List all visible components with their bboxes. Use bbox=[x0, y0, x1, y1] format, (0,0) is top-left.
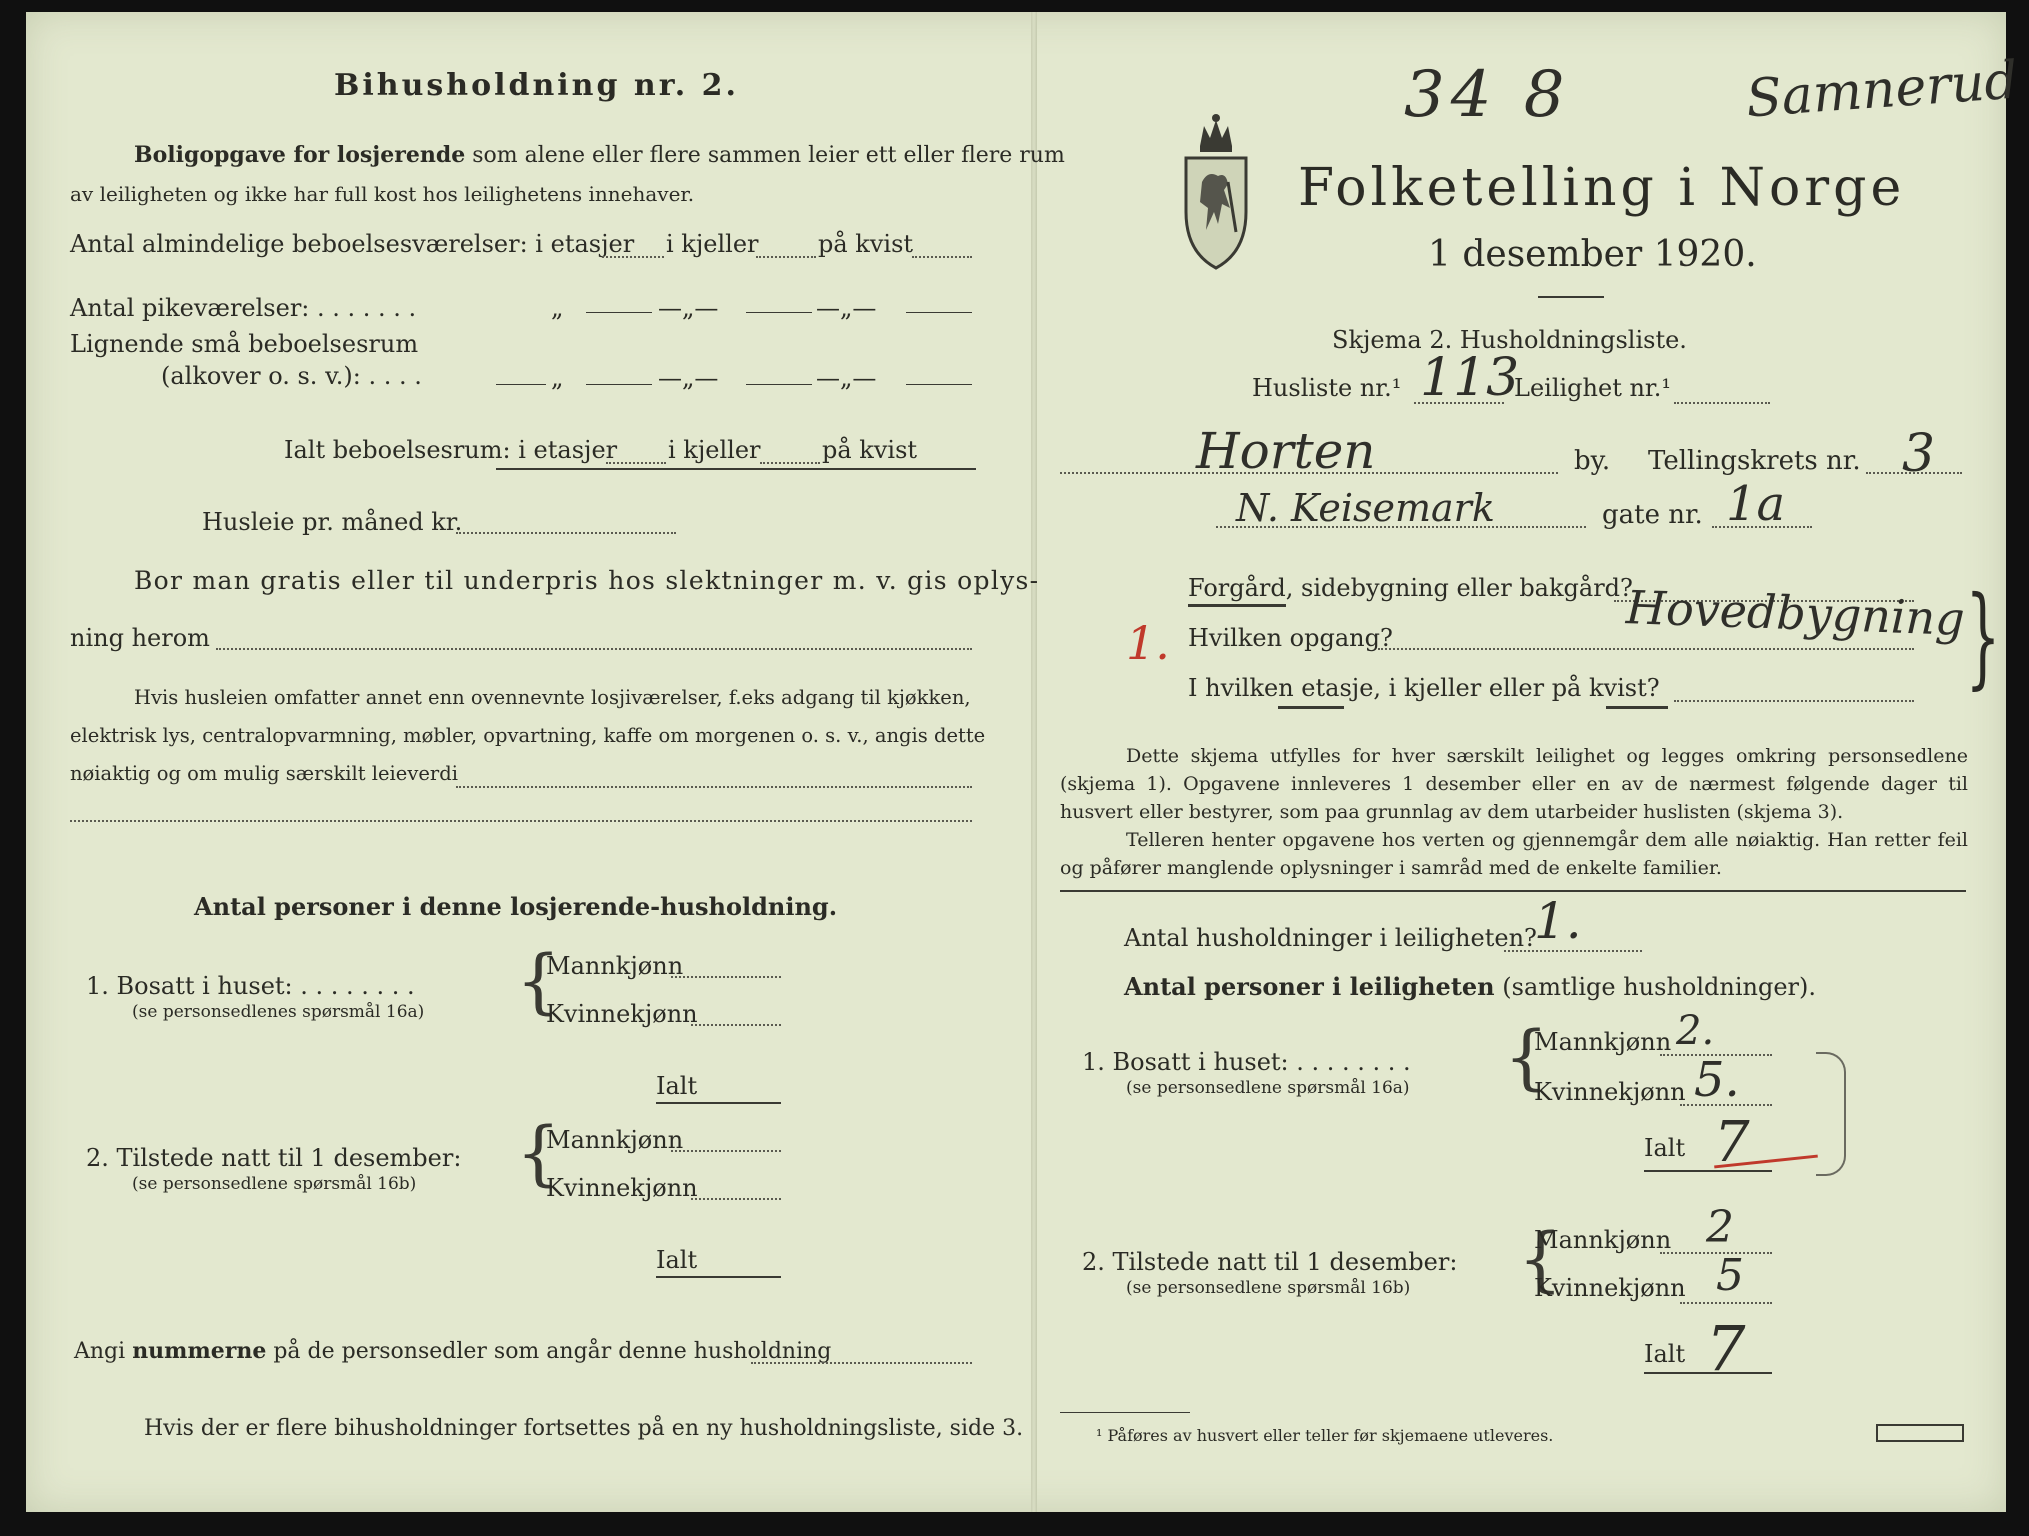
hvis-line1: Hvis husleien omfatter annet enn ovennevnte losjiværelser, f.eks adgang til kjøkken, bbox=[134, 686, 971, 709]
opgang-field[interactable] bbox=[1378, 648, 1914, 650]
right-q2-mann: Mannkjønn bbox=[1534, 1226, 1672, 1254]
right-q1-kvinne-value[interactable]: 5. bbox=[1694, 1052, 1740, 1108]
angi-pre: Angi bbox=[74, 1339, 126, 1364]
left-q2-ialt-rule bbox=[656, 1276, 781, 1278]
etasje-question: I hvilken etasje, i kjeller eller på kvist? bbox=[1188, 674, 1660, 702]
hand-top-name: Samnerud bbox=[1744, 50, 2020, 130]
lignende-dash-1: —„— bbox=[658, 364, 719, 392]
pike-quote: „ bbox=[551, 294, 564, 322]
left-q1-mann: Mannkjønn bbox=[546, 952, 684, 980]
lignende-field-0[interactable] bbox=[496, 384, 546, 385]
husliste-value[interactable]: 113 bbox=[1420, 348, 1520, 408]
rooms-label: Antal almindelige beboelsesværelser: i etasjer bbox=[70, 230, 635, 258]
right-q1-brace: { bbox=[1504, 1016, 1549, 1098]
left-q1-kvinne-field[interactable] bbox=[691, 1024, 781, 1026]
right-q1-label: 1. Bosatt i huset: . . . . . . . . bbox=[1082, 1048, 1411, 1076]
right-q2-sub: (se personsedlene spørsmål 16b) bbox=[1126, 1278, 1411, 1298]
bor-field[interactable] bbox=[216, 648, 972, 650]
lignende-quote: „ bbox=[551, 364, 564, 392]
right-q2-brace: { bbox=[1518, 1218, 1563, 1300]
right-q1-ialt-value[interactable]: 7 bbox=[1714, 1110, 1750, 1175]
rooms-kjeller-field[interactable] bbox=[756, 256, 816, 258]
ialt-kvist-label: på kvist bbox=[822, 436, 918, 464]
leilighet-field[interactable] bbox=[1674, 402, 1770, 404]
left-q2-brace: { bbox=[516, 1112, 561, 1194]
angi-rest: på de personsedler som angår denne husholdning bbox=[273, 1339, 832, 1364]
left-q1-sub: (se personsedlenes spørsmål 16a) bbox=[132, 1002, 425, 1022]
pike-dash-1: —„— bbox=[658, 294, 719, 322]
left-q2-mann: Mannkjønn bbox=[546, 1126, 684, 1154]
right-q2-label: 2. Tilstede natt til 1 desember: bbox=[1082, 1248, 1458, 1276]
pike-label: Antal pikeværelser: . . . . . . . bbox=[70, 294, 417, 322]
left-q1-mann-field[interactable] bbox=[671, 976, 781, 978]
right-q1-mann: Mannkjønn bbox=[1534, 1028, 1672, 1056]
intro-rest: som alene eller flere sammen leier ett eller flere rum bbox=[472, 143, 1065, 168]
left-q2-ialt: Ialt bbox=[656, 1246, 698, 1274]
left-intro-line2: av leiligheten og ikke har full kost hos leilighetens innehaver. bbox=[70, 182, 695, 206]
etasje-underline bbox=[1278, 706, 1344, 709]
forgard-question: Forgård, sidebygning eller bakgård? bbox=[1188, 574, 1633, 602]
husleie-label: Husleie pr. måned kr. bbox=[202, 508, 463, 536]
city-value[interactable]: Horten bbox=[1196, 422, 1376, 480]
pencil-bracket bbox=[1816, 1052, 1846, 1176]
census-form-page bbox=[26, 12, 2020, 1512]
hvis-line2: elektrisk lys, centralopvarmning, møbler, opvartning, kaffe om morgenen o. s. v., angis dette bbox=[70, 724, 986, 747]
antal-hush-label: Antal husholdninger i leiligheten? bbox=[1124, 924, 1537, 952]
left-q2-kvinne: Kvinnekjønn bbox=[546, 1174, 698, 1202]
footnote-rule bbox=[1060, 1412, 1190, 1413]
left-title: Bihusholdning nr. 2. bbox=[334, 68, 739, 103]
ialt-etasjer-field[interactable] bbox=[606, 462, 666, 464]
lignende-line2: (alkover o. s. v.): . . . . bbox=[161, 362, 422, 390]
skjema-label: Skjema 2. Husholdningsliste. bbox=[1332, 326, 1687, 354]
gate-label: gate nr. bbox=[1602, 500, 1703, 530]
left-intro bbox=[134, 142, 1065, 168]
ialt-rooms-rule bbox=[496, 468, 976, 470]
left-q1-ialt-rule bbox=[656, 1102, 781, 1104]
right-q2-ialt-rule bbox=[1644, 1372, 1772, 1374]
by-label: by. bbox=[1574, 446, 1611, 476]
right-q2-kvinne-field[interactable] bbox=[1680, 1302, 1772, 1304]
right-q2-kvinne: Kvinnekjønn bbox=[1534, 1274, 1686, 1302]
lignende-field-1[interactable] bbox=[586, 384, 652, 385]
right-q1-ialt-rule bbox=[1644, 1170, 1772, 1172]
husleie-field[interactable] bbox=[456, 532, 676, 534]
angi-field[interactable] bbox=[751, 1362, 972, 1364]
lignende-field-3[interactable] bbox=[906, 384, 972, 385]
ialt-rooms-label: Ialt beboelsesrum: i etasjer bbox=[284, 436, 618, 464]
right-q1-kvinne-field[interactable] bbox=[1680, 1104, 1772, 1106]
left-q1-ialt: Ialt bbox=[656, 1072, 698, 1100]
forgard-underline bbox=[1188, 604, 1286, 607]
left-q1-kvinne: Kvinnekjønn bbox=[546, 1000, 698, 1028]
antal-hush-value[interactable]: 1. bbox=[1534, 892, 1582, 950]
street-field[interactable] bbox=[1216, 526, 1586, 528]
left-q1-brace: { bbox=[516, 940, 561, 1022]
city-field[interactable] bbox=[1060, 472, 1558, 474]
info-paragraph-1: Dette skjema utfylles for hver særskilt leilighet og legges omkring personsedlene (skjema 1). Opgavene innleveres 1 desember eller en av de nærmest følgende dager til husvert eller bestyrer, som paa grunnlag av dem utarbeider huslisten (skjema 3). bbox=[1060, 745, 1968, 823]
page-fold bbox=[1031, 12, 1037, 1512]
printer-stamp bbox=[1876, 1424, 1964, 1442]
pike-field-1[interactable] bbox=[586, 312, 652, 313]
bor-line2: ning herom bbox=[70, 624, 210, 652]
left-q2-kvinne-field[interactable] bbox=[691, 1198, 781, 1200]
lignende-field-2[interactable] bbox=[746, 384, 812, 385]
gate-field[interactable] bbox=[1712, 526, 1812, 528]
opgang-question: Hvilken opgang? bbox=[1188, 624, 1393, 652]
street-value[interactable]: N. Keisemark bbox=[1236, 486, 1495, 530]
leilighet-label: Leilighet nr.¹ bbox=[1514, 374, 1672, 402]
right-q2-ialt-value[interactable]: 7 bbox=[1706, 1312, 1746, 1385]
right-date: 1 desember 1920. bbox=[1428, 234, 1757, 275]
gate-value[interactable]: 1a bbox=[1726, 476, 1786, 532]
info-paragraph-2: Telleren henter opgavene hos verten og gjennemgår dem alle nøiaktig. Han retter feil og påfører manglende oplysninger i samråd med de enkelte familier. bbox=[1060, 829, 1968, 879]
hand-top-number: 34 8 bbox=[1404, 58, 1571, 132]
ialt-kjeller-label: i kjeller bbox=[668, 436, 761, 464]
kvist-underline bbox=[1606, 706, 1668, 709]
pike-field-2[interactable] bbox=[746, 312, 812, 313]
right-q1-sub: (se personsedlene spørsmål 16a) bbox=[1126, 1078, 1410, 1098]
left-q2-sub: (se personsedlene spørsmål 16b) bbox=[132, 1174, 417, 1194]
husliste-field[interactable] bbox=[1414, 402, 1504, 404]
right-q2-ialt: Ialt bbox=[1644, 1340, 1686, 1368]
tellingskrets-label: Tellingskrets nr. bbox=[1648, 446, 1861, 476]
answer-brace: } bbox=[1965, 572, 2001, 700]
right-title: Folketelling i Norge bbox=[1298, 158, 1906, 218]
info-rule bbox=[1060, 890, 1966, 892]
pike-field-3[interactable] bbox=[906, 312, 972, 313]
right-q1-ialt: Ialt bbox=[1644, 1134, 1686, 1162]
left-q1-label: 1. Bosatt i huset: . . . . . . . . bbox=[86, 972, 415, 1000]
bor-line1: Bor man gratis eller til underpris hos slektninger m. v. gis oplys- bbox=[134, 566, 1040, 595]
tellingskrets-value[interactable]: 3 bbox=[1902, 424, 1936, 484]
antal-pers-bold: Antal personer i leiligheten bbox=[1124, 972, 1495, 1001]
tellingskrets-field[interactable] bbox=[1866, 472, 1962, 474]
left-q2-label: 2. Tilstede natt til 1 desember: bbox=[86, 1144, 462, 1172]
hvis-der: Hvis der er flere bihusholdninger fortsettes på en ny husholdningsliste, side 3. bbox=[144, 1416, 1024, 1441]
hvis-field-2[interactable] bbox=[70, 820, 972, 822]
intro-bold: Boligopgave for losjerende bbox=[134, 142, 466, 168]
hvis-field-1[interactable] bbox=[456, 786, 972, 788]
rooms-kjeller-label: i kjeller bbox=[666, 230, 759, 258]
right-q1-kvinne: Kvinnekjønn bbox=[1534, 1078, 1686, 1106]
right-q2-mann-value[interactable]: 2 bbox=[1706, 1202, 1734, 1253]
antal-pers-rest: (samtlige husholdninger). bbox=[1502, 973, 1817, 1001]
antal-pers-line bbox=[1124, 972, 1816, 1001]
lignende-line1: Lignende små beboelsesrum bbox=[70, 330, 419, 358]
angi-line bbox=[74, 1338, 831, 1364]
rooms-etasjer-field[interactable] bbox=[602, 256, 664, 258]
right-q2-kvinne-value[interactable]: 5 bbox=[1716, 1250, 1744, 1301]
rooms-kvist-field[interactable] bbox=[912, 256, 972, 258]
etasje-field[interactable] bbox=[1674, 700, 1914, 702]
ialt-kjeller-field[interactable] bbox=[760, 462, 820, 464]
left-antal-heading: Antal personer i denne losjerende-husholdning. bbox=[194, 892, 838, 921]
date-rule bbox=[1538, 296, 1604, 298]
husliste-label: Husliste nr.¹ bbox=[1252, 374, 1402, 402]
footnote: ¹ Påføres av husvert eller teller før skjemaene utleveres. bbox=[1096, 1426, 1554, 1445]
rooms-kvist-label: på kvist bbox=[818, 230, 914, 258]
hvis-line3: nøiaktig og om mulig særskilt leieverdi bbox=[70, 762, 458, 785]
etasje-mark-red: 1. bbox=[1126, 616, 1170, 670]
antal-hush-field[interactable] bbox=[1504, 950, 1642, 952]
norway-coat-of-arms-icon bbox=[1178, 112, 1254, 272]
pike-dash-2: —„— bbox=[816, 294, 877, 322]
right-q1-mann-value[interactable]: 2. bbox=[1676, 1008, 1715, 1054]
left-q2-mann-field[interactable] bbox=[671, 1150, 781, 1152]
forgard-value[interactable]: Hovedbygning bbox=[1625, 580, 1966, 646]
angi-bold: nummerne bbox=[132, 1338, 267, 1364]
lignende-dash-2: —„— bbox=[816, 364, 877, 392]
